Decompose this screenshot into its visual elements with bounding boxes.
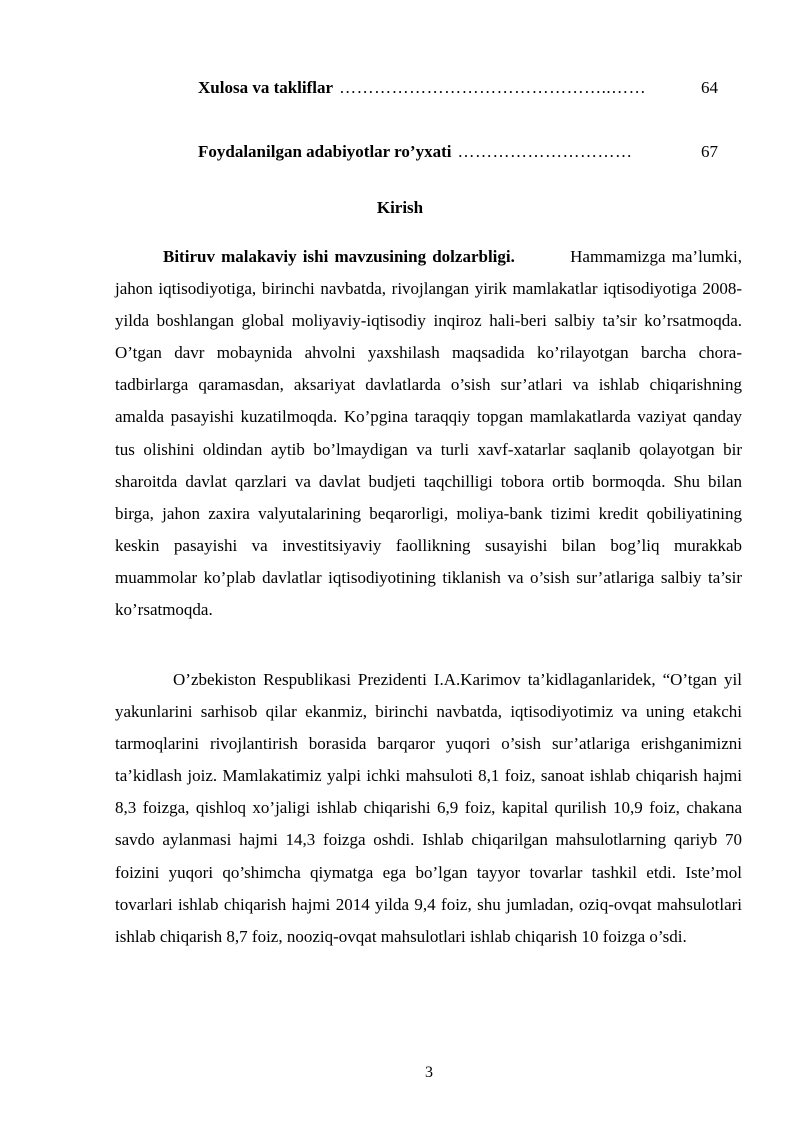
paragraph-lead: Bitiruv malakaviy ishi mavzusining dolzarbligi. <box>163 247 515 266</box>
paragraph-relevance <box>115 241 742 626</box>
section-heading: Kirish <box>376 198 424 217</box>
paragraph-president-quote <box>115 664 742 953</box>
toc-page-number: 64 <box>701 78 718 97</box>
paragraph-text: O’zbekiston Respublikasi Prezidenti I.A.Karimov ta’kidlaganlaridek, “O’tgan yil yakunlarini sarhisob qilar ekanmiz, birinchi navbatda, iqtisodiyotimiz va uning etakchi tarmoqlarini rivojlantirish borasida barqaror yuqori o’sish sur’atlariga erishganimizni ta’kidlash joiz. Mamlakatimiz yalpi ichki mahsuloti 8,1 foiz, sanoat ishlab chiqarish hajmi 8,3 foizga, qishloq xo’jaligi ishlab chiqarishi 6,9 foiz, kapital qurilish 10,9 foiz, chakana savdo aylanmasi hajmi 14,3 foizga oshdi. Ishlab chiqarilgan mahsulotlarning qariyb 70 foizini yuqori qo’shimcha qiymatga ega bo’lgan tayyor tovarlar tashkil etdi. Iste’mol tovarlari ishlab chiqarish hajmi 2014 yilda 9,4 foiz, shu jumladan, oziq-ovqat mahsulotlari ishlab chiqarish 8,7 foiz, nooziq-ovqat mahsulotlari ishlab chiqarish 10 foizga o’sdi. <box>115 670 742 946</box>
toc-entry-conclusions <box>198 78 718 98</box>
toc-entry-title: Xulosa va takliflar <box>198 78 334 97</box>
toc-entry-references <box>198 142 718 162</box>
page-number: 3 <box>425 1064 433 1081</box>
paragraph-text: Hammamizga ma’lumki, jahon iqtisodiyotiga, birinchi navbatda, rivojlangan yirik mamlakatlar iqtisodiyotiga 2008-yilda boshlangan global moliyaviy-iqtisodiy inqiroz hali-beri salbiy ta’sir ko’rsatmoqda. O’tgan davr mobaynida ahvolni yaxshilash maqsadida ko’rilayotgan barcha chora-tadbirlarga qaramasdan, aksariyat davlatlarda o’sish sur’atlari va ishlab chiqarishning amalda pasayishi kuzatilmoqda. Ko’pgina taraqqiy topgan mamlakatlarda vaziyat qanday tus olishini oldindan aytib bo’lmaydigan va turli xavf-xatarlar saqlanib qolayotgan bir sharoitda davlat qarzlari va davlat budjeti taqchilligi tobora ortib bormoqda. Shu bilan birga, jahon zaxira valyutalarining beqarorligi, moliya-bank tizimi kredit qobiliyatining keskin pasayishi va investitsiyaviy faollikning susayishi bilan bog’liq murakkab muammolar ko’plab davlatlar iqtisodiyotining tiklanish va o’sish sur’atlariga salbiy ta’sir ko’rsatmoqda. <box>115 247 742 620</box>
toc-leader-dots: ………………………… <box>457 142 633 161</box>
toc-leader-dots: ………………………………………..…… <box>339 78 647 97</box>
toc-entry-title: Foydalanilgan adabiyotlar ro’yxati <box>198 142 452 161</box>
toc-page-number: 67 <box>701 142 718 161</box>
